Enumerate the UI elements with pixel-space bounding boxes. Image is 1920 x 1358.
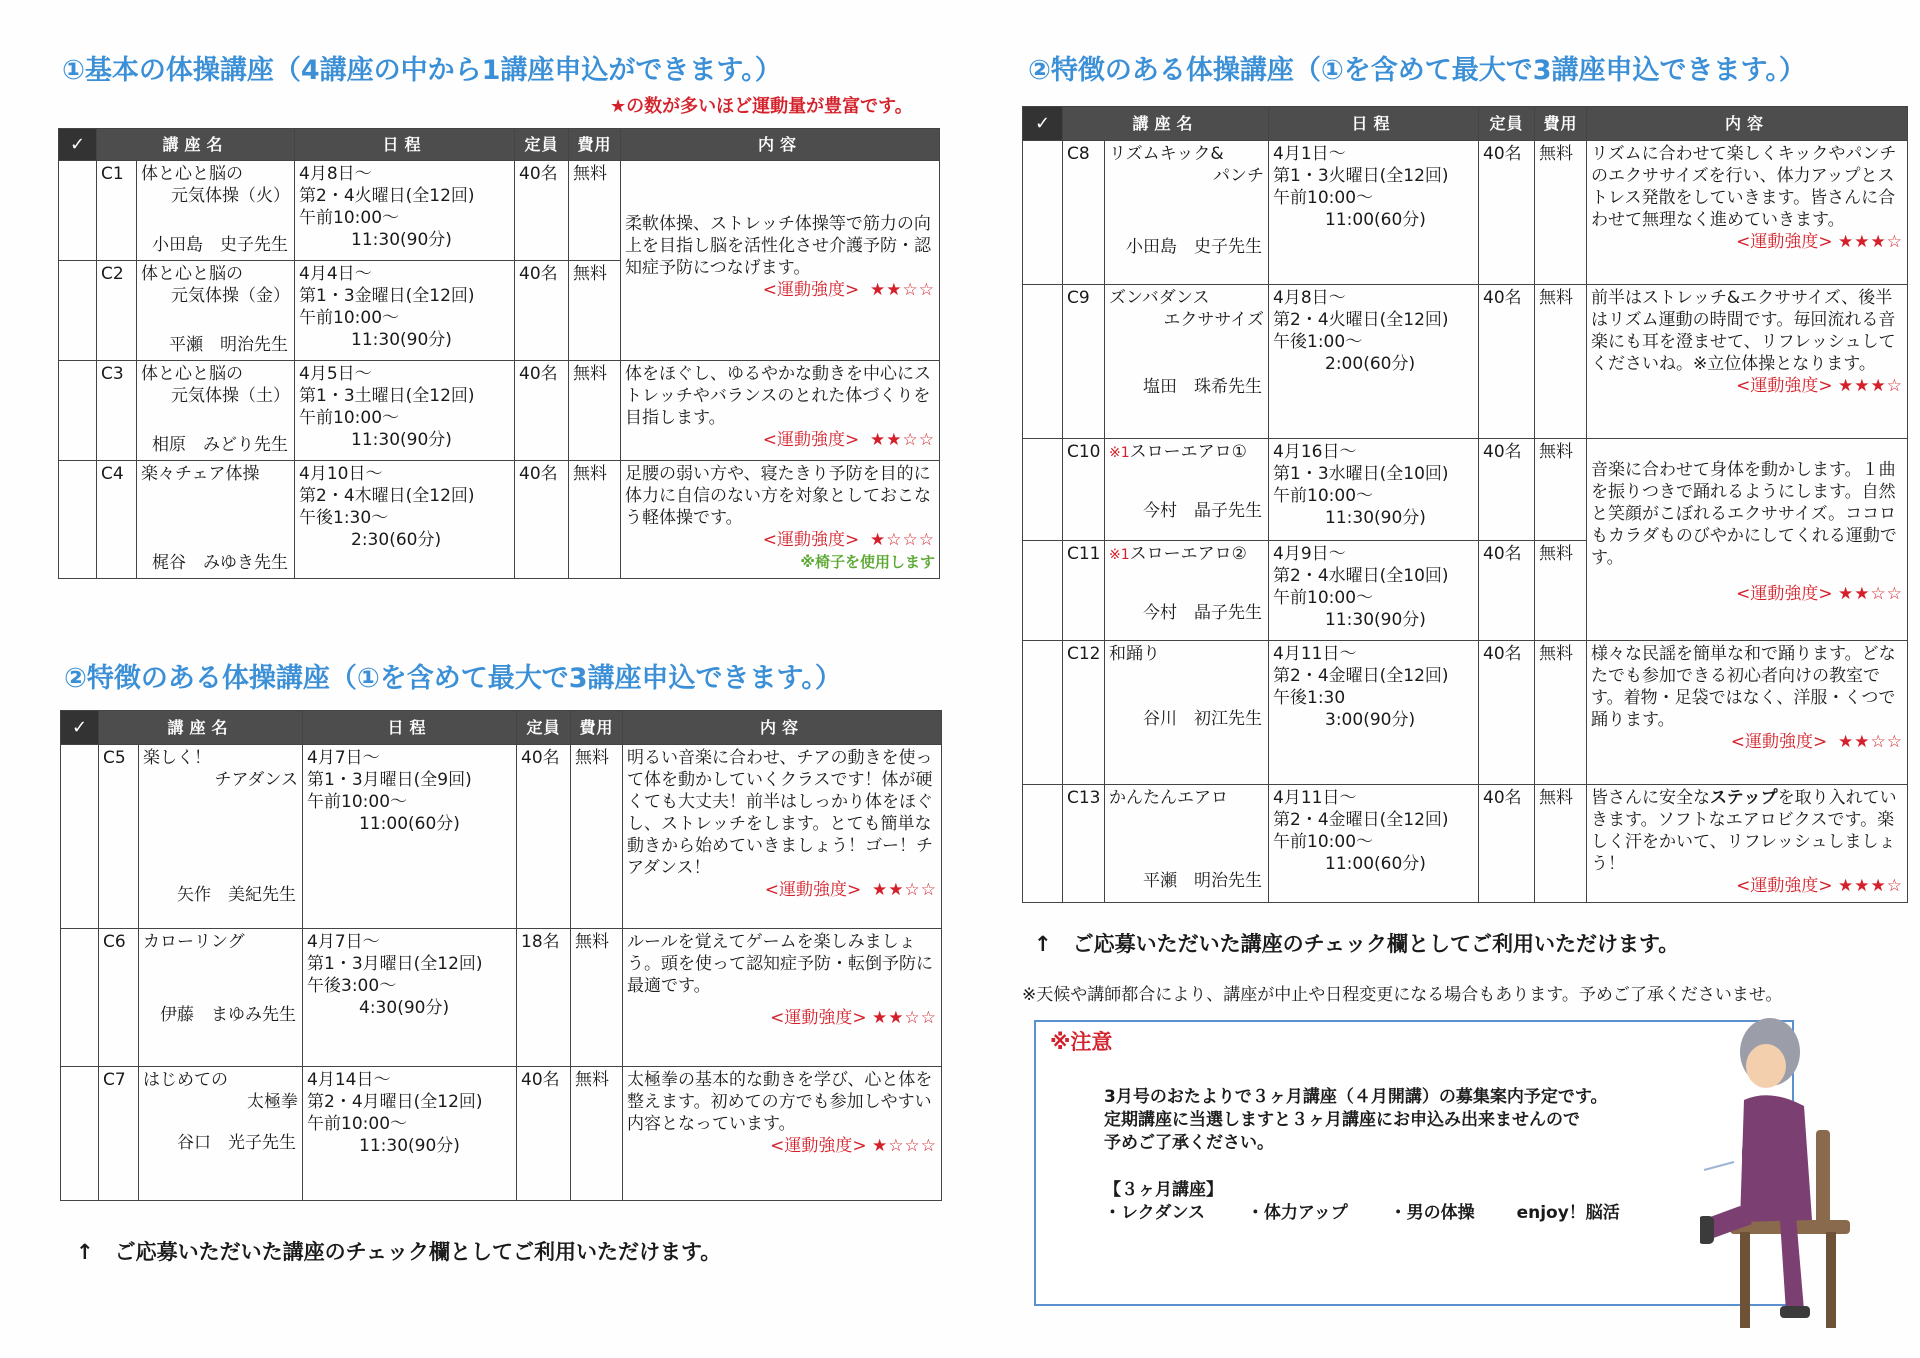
course-code: C10 — [1063, 439, 1105, 541]
content-text: 足腰の弱い方や、寝たきり予防を目的に体力に自信のない方を対象としておこなう軽体操です。 — [625, 464, 932, 528]
capacity: 40名 — [517, 745, 571, 929]
course-content — [621, 161, 940, 361]
course-name-line2: 元気体操（土） — [171, 386, 291, 406]
capacity: 40名 — [1479, 285, 1535, 439]
course-content — [621, 461, 940, 579]
start-date: 4月5日～ — [299, 364, 372, 384]
table-header-row — [61, 711, 942, 745]
table-header-row — [1023, 107, 1908, 141]
exercising-person-illustration — [1700, 1010, 1910, 1340]
content-header: 内容 — [623, 711, 942, 745]
content-text: 皆さんに安全な — [1591, 788, 1711, 808]
course-code: C5 — [99, 745, 139, 929]
teacher-name: 平瀬 明治先生 — [169, 335, 289, 355]
strength-stars: ★★☆☆ — [870, 430, 935, 450]
course-schedule — [1269, 439, 1479, 541]
capacity: 40名 — [517, 1067, 571, 1201]
fee: 無料 — [569, 261, 621, 361]
check-box[interactable] — [59, 361, 97, 461]
teacher-name: 梶谷 みゆき先生 — [152, 553, 289, 573]
table-row — [61, 745, 942, 929]
check-box[interactable] — [1023, 285, 1063, 439]
course-content — [1587, 141, 1908, 285]
strength-label: <運動強度> — [1736, 584, 1833, 604]
weekdays: 第1・3土曜日(全12回) — [299, 386, 475, 406]
check-box[interactable] — [1023, 541, 1063, 641]
start-time: 午前10:00～ — [1273, 588, 1374, 608]
check-note-left: ↑ ご応募いただいた講座のチェック欄としてご利用いただけます。 — [76, 1240, 722, 1264]
fee: 無料 — [569, 361, 621, 461]
fee: 無料 — [571, 1067, 623, 1201]
fee: 無料 — [1535, 641, 1587, 785]
table-row — [1023, 141, 1908, 285]
course-name-line2: 太極拳 — [247, 1092, 299, 1112]
course-name-line1: スローエアロ② — [1129, 544, 1247, 564]
teacher-name: 小田島 史子先生 — [152, 235, 289, 255]
capacity-header: 定員 — [1479, 107, 1535, 141]
strength-rating — [1591, 231, 1903, 253]
check-box[interactable] — [1023, 141, 1063, 285]
content-text: 音楽に合わせて身体を動かします。１曲を振りつきで踊れるようにします。自然と笑顔がこぼれるエクササイズ。ココロもカラダものびやかにしてくれる運動です。 — [1591, 460, 1897, 568]
course-content — [1587, 439, 1908, 641]
check-box[interactable] — [1023, 785, 1063, 903]
strength-label: <運動強度> — [1736, 876, 1833, 896]
course-name-line2: チアダンス — [214, 770, 299, 790]
capacity: 40名 — [1479, 641, 1535, 785]
teacher-name: 今村 晶子先生 — [1143, 603, 1263, 623]
capacity-header: 定員 — [515, 129, 569, 161]
capacity: 40名 — [1479, 439, 1535, 541]
notice-list-title: 【３ヶ月講座】 — [1104, 1180, 1223, 1200]
start-time: 午前10:00～ — [1273, 486, 1374, 506]
end-time: 11:30(90分) — [351, 230, 452, 250]
course-schedule — [303, 745, 517, 929]
strength-rating — [1591, 375, 1903, 397]
table-row — [61, 929, 942, 1067]
course-code: C3 — [97, 361, 137, 461]
course-name — [139, 745, 303, 929]
course-name-line1: かんたんエアロ — [1109, 788, 1228, 808]
weekdays: 第1・3金曜日(全12回) — [299, 286, 475, 306]
course-name-line1: リズムキック& — [1109, 144, 1224, 164]
course-name-line1: 体と心と脳の — [141, 164, 243, 184]
course-name-line1: ズンバダンス — [1109, 288, 1210, 308]
content-text: 体をほぐし、ゆるやかな動きを中心にストレッチやバランスのとれた体づくりを目指します。 — [625, 364, 932, 428]
course-name — [1105, 141, 1269, 285]
course-name — [1105, 541, 1269, 641]
content-text: 柔軟体操、ストレッチ体操等で筋力の向上を目指し脳を活性化させ介護予防・認知症予防につなげます。 — [625, 214, 932, 278]
fee: 無料 — [1535, 141, 1587, 285]
schedule-header: 日程 — [303, 711, 517, 745]
notice-line: 定期講座に当選しますと３ヶ月講座にお申込み出来ませんので — [1104, 1110, 1580, 1130]
content-text: 前半はストレッチ&エクササイズ、後半はリズム運動の時間です。毎回流れる音楽にも耳を澄ませて、リフレッシュしてくださいね。※立位体操となります。 — [1591, 288, 1896, 374]
teacher-name: 谷口 光子先生 — [177, 1133, 297, 1153]
course-schedule — [303, 1067, 517, 1201]
start-time: 午前10:00～ — [307, 792, 408, 812]
check-box[interactable] — [61, 1067, 99, 1201]
capacity: 18名 — [517, 929, 571, 1067]
strength-stars: ★★☆☆ — [870, 280, 935, 300]
table-row — [59, 361, 940, 461]
end-time: 11:30(90分) — [1325, 508, 1426, 528]
end-time: 3:00(90分) — [1325, 710, 1416, 730]
star-note: ★の数が多いほど運動量が豊富です。 — [610, 96, 913, 117]
feature-course-table-left — [60, 710, 942, 1201]
course-name-line1: 体と心と脳の — [141, 364, 243, 384]
fee: 無料 — [1535, 285, 1587, 439]
strength-label: <運動強度> — [1730, 732, 1828, 752]
start-time: 午前10:00～ — [1273, 188, 1374, 208]
course-code: C13 — [1063, 785, 1105, 903]
notice-box — [1034, 1020, 1794, 1306]
strength-label: <運動強度> — [762, 430, 860, 450]
strength-rating — [627, 879, 937, 901]
fee: 無料 — [571, 929, 623, 1067]
end-time: 4:30(90分) — [359, 998, 450, 1018]
course-code: C4 — [97, 461, 137, 579]
content-header: 内容 — [621, 129, 940, 161]
course-name-line1: 和踊り — [1109, 644, 1160, 664]
chair-note: ※椅子を使用します — [800, 553, 935, 571]
strength-label: <運動強度> — [1736, 232, 1833, 252]
capacity: 40名 — [1479, 785, 1535, 903]
course-name — [1105, 785, 1269, 903]
content-text: 様々な民謡を簡単な和で踊ります。どなたでも参加できる初心者向けの教室です。着物・足袋ではなく、洋服・くつで踊ります。 — [1591, 644, 1896, 730]
start-time: 午後1:00～ — [1273, 332, 1363, 352]
start-time: 午前10:00～ — [299, 308, 400, 328]
strength-rating — [625, 529, 935, 551]
notice-line: 3月号のおたよりで３ヶ月講座（４月開講）の募集案内予定です。 — [1104, 1087, 1608, 1107]
table-header-row — [59, 129, 940, 161]
course-name — [137, 461, 295, 579]
end-time: 11:00(60分) — [1325, 854, 1426, 874]
start-date: 4月10日～ — [299, 464, 383, 484]
strength-rating — [627, 1007, 937, 1029]
name-header: 講座名 — [97, 129, 295, 161]
name-header: 講座名 — [99, 711, 303, 745]
end-time: 2:30(60分) — [351, 530, 442, 550]
capacity: 40名 — [1479, 541, 1535, 641]
content-text: を取り入れていきます。ソフトなエアロビクスです。楽しく汗をかいて、リフレッシュしましょう！ — [1591, 788, 1897, 874]
notice-title: ※注意 — [1050, 1030, 1113, 1054]
table-row — [61, 1067, 942, 1201]
course-code: C2 — [97, 261, 137, 361]
check-box[interactable] — [61, 745, 99, 929]
start-date: 4月8日～ — [299, 164, 372, 184]
start-date: 4月8日～ — [1273, 288, 1346, 308]
start-date: 4月9日～ — [1273, 544, 1346, 564]
weekdays: 第1・3月曜日(全12回) — [307, 954, 483, 974]
check-note-right: ↑ ご応募いただいた講座のチェック欄としてご利用いただけます。 — [1034, 932, 1680, 956]
course-name-line1: はじめての — [143, 1070, 228, 1090]
strength-stars: ★★★☆ — [1838, 232, 1903, 252]
start-date: 4月11日～ — [1273, 644, 1357, 664]
table-row — [1023, 439, 1908, 541]
fee: 無料 — [571, 745, 623, 929]
schedule-header: 日程 — [1269, 107, 1479, 141]
teacher-name: 小田島 史子先生 — [1126, 237, 1263, 257]
content-text: ルールを覚えてゲームを楽しみましょう。頭を使って認知症予防・転倒予防に最適です。 — [627, 932, 934, 996]
teacher-name: 相原 みどり先生 — [152, 435, 289, 455]
start-date: 4月4日～ — [299, 264, 372, 284]
teacher-name: 今村 晶子先生 — [1143, 501, 1263, 521]
check-box[interactable] — [61, 929, 99, 1067]
course-code: C6 — [99, 929, 139, 1067]
weekdays: 第1・3水曜日(全10回) — [1273, 464, 1449, 484]
course-code: C8 — [1063, 141, 1105, 285]
capacity: 40名 — [1479, 141, 1535, 285]
course-content — [623, 929, 942, 1067]
strength-stars: ★★☆☆ — [872, 1008, 937, 1028]
footnote-mark: ※1 — [1109, 445, 1130, 461]
course-name-line1: 体と心と脳の — [141, 264, 243, 284]
start-time: 午前10:00～ — [1273, 832, 1374, 852]
capacity-header: 定員 — [517, 711, 571, 745]
check-box[interactable] — [59, 261, 97, 361]
course-name — [137, 161, 295, 261]
strength-rating — [1591, 875, 1903, 897]
strength-stars: ★☆☆☆ — [872, 1136, 937, 1156]
start-time: 午前10:00～ — [299, 208, 400, 228]
weather-note: ※天候や講師都合により、講座が中止や日程変更になる場合もあります。予めご了承くださいませ。 — [1022, 985, 1783, 1005]
capacity: 40名 — [515, 361, 569, 461]
strength-label: <運動強度> — [764, 880, 862, 900]
strength-stars: ★☆☆☆ — [870, 530, 935, 550]
content-text: 明るい音楽に合わせ、チアの動きを使って体を動かしていくクラスです！体が硬くても大丈夫！前半はしっかり体をほぐし、ストレッチをします。とても簡単な動きから始めていきましょう！ゴー！チアダンス！ — [627, 748, 934, 878]
strength-stars: ★★☆☆ — [1838, 584, 1903, 604]
course-name-line2: 元気体操（金） — [171, 286, 291, 306]
table-row — [59, 461, 940, 579]
list-item: ・レクダンス — [1104, 1203, 1205, 1223]
teacher-name: 谷川 初江先生 — [1143, 709, 1263, 729]
strength-rating — [627, 1135, 937, 1157]
fee-header: 費用 — [569, 129, 621, 161]
teacher-name: 矢作 美紀先生 — [177, 885, 297, 905]
check-box[interactable] — [59, 461, 97, 579]
weekdays: 第1・3月曜日(全9回) — [307, 770, 472, 790]
course-name — [139, 929, 303, 1067]
course-name-line1: スローエアロ① — [1129, 442, 1247, 462]
fee-header: 費用 — [1535, 107, 1587, 141]
course-name-line2: エクササイズ — [1163, 310, 1265, 330]
course-schedule — [295, 461, 515, 579]
weekdays: 第2・4金曜日(全12回) — [1273, 666, 1449, 686]
weekdays: 第2・4金曜日(全12回) — [1273, 810, 1449, 830]
course-schedule — [1269, 285, 1479, 439]
course-name-line2: パンチ — [1213, 166, 1265, 186]
notice-line: 予めご了承ください。 — [1104, 1133, 1274, 1153]
fee-header: 費用 — [571, 711, 623, 745]
course-name — [137, 261, 295, 361]
fee: 無料 — [1535, 785, 1587, 903]
course-content — [1587, 785, 1908, 903]
course-schedule — [295, 261, 515, 361]
course-code: C12 — [1063, 641, 1105, 785]
start-date: 4月1日～ — [1273, 144, 1346, 164]
strength-rating — [625, 429, 935, 451]
strength-rating — [1591, 731, 1903, 753]
course-content — [1587, 285, 1908, 439]
start-time: 午後1:30 — [1273, 688, 1346, 708]
strength-label: <運動強度> — [770, 1136, 867, 1156]
notice-list — [1104, 1202, 1656, 1225]
weekdays: 第2・4火曜日(全12回) — [1273, 310, 1449, 330]
end-time: 11:30(90分) — [359, 1136, 460, 1156]
course-schedule — [1269, 541, 1479, 641]
strength-stars: ★★★☆ — [1838, 876, 1903, 896]
start-date: 4月7日～ — [307, 932, 380, 952]
course-name — [1105, 285, 1269, 439]
course-content — [623, 745, 942, 929]
start-time: 午前10:00～ — [307, 1114, 408, 1134]
course-content — [1587, 641, 1908, 785]
table-row — [1023, 285, 1908, 439]
end-time: 11:30(90分) — [1325, 610, 1426, 630]
content-text-bold: ステップ — [1710, 788, 1778, 808]
weekdays: 第2・4火曜日(全12回) — [299, 186, 475, 206]
start-time: 午前10:00～ — [299, 408, 400, 428]
fee: 無料 — [1535, 439, 1587, 541]
course-name — [139, 1067, 303, 1201]
person-icon — [1700, 1018, 1812, 1318]
start-date: 4月16日～ — [1273, 442, 1357, 462]
course-schedule — [1269, 141, 1479, 285]
basic-section-heading: ①基本の体操講座（4講座の中から1講座申込ができます。） — [62, 55, 782, 86]
course-name — [1105, 641, 1269, 785]
teacher-name: 塩田 珠希先生 — [1143, 377, 1263, 397]
strength-label: <運動強度> — [762, 530, 860, 550]
weekdays: 第1・3火曜日(全12回) — [1273, 166, 1449, 186]
course-name-line2: 元気体操（火） — [171, 186, 291, 206]
check-header: ✓ — [59, 129, 97, 161]
capacity: 40名 — [515, 161, 569, 261]
end-time: 11:00(60分) — [1325, 210, 1426, 230]
strength-rating — [625, 279, 935, 301]
course-code: C11 — [1063, 541, 1105, 641]
fee: 無料 — [1535, 541, 1587, 641]
course-name — [137, 361, 295, 461]
notice-body — [1104, 1086, 1656, 1225]
capacity: 40名 — [515, 261, 569, 361]
course-content — [623, 1067, 942, 1201]
start-time: 午後3:00～ — [307, 976, 397, 996]
strength-stars: ★★☆☆ — [1838, 732, 1903, 752]
strength-stars: ★★☆☆ — [872, 880, 937, 900]
course-code: C1 — [97, 161, 137, 261]
weekdays: 第2・4水曜日(全10回) — [1273, 566, 1449, 586]
course-content — [621, 361, 940, 461]
list-item: enjoy！脳活 — [1516, 1203, 1620, 1223]
capacity: 40名 — [515, 461, 569, 579]
course-schedule — [295, 161, 515, 261]
course-name-line1: 楽しく！ — [143, 748, 211, 768]
course-name-line1: カローリング — [143, 932, 245, 952]
fee: 無料 — [569, 161, 621, 261]
list-item: ・男の体操 — [1389, 1203, 1475, 1223]
teacher-name: 平瀬 明治先生 — [1143, 871, 1263, 891]
weekdays: 第2・4月曜日(全12回) — [307, 1092, 483, 1112]
name-header: 講座名 — [1063, 107, 1269, 141]
footnote-mark: ※1 — [1109, 547, 1130, 563]
strength-label: <運動強度> — [762, 280, 860, 300]
check-box[interactable] — [1023, 439, 1063, 541]
teacher-name: 伊藤 まゆみ先生 — [160, 1005, 297, 1025]
strength-rating — [1591, 583, 1903, 605]
end-time: 11:00(60分) — [359, 814, 460, 834]
start-time: 午後1:30～ — [299, 508, 389, 528]
course-schedule — [1269, 641, 1479, 785]
weekdays: 第2・4木曜日(全12回) — [299, 486, 475, 506]
feature-section-heading-right: ②特徴のある体操講座（①を含めて最大で3講座申込できます。） — [1028, 55, 1806, 86]
strength-label: <運動強度> — [770, 1008, 867, 1028]
strength-stars: ★★★☆ — [1838, 376, 1903, 396]
content-header: 内容 — [1587, 107, 1908, 141]
content-text: リズムに合わせて楽しくキックやパンチのエクササイズを行い、体力アップとストレス発散をしていきます。皆さんに合わせて無理なく進めていきます。 — [1591, 144, 1897, 230]
table-row — [59, 161, 940, 261]
start-date: 4月14日～ — [307, 1070, 391, 1090]
check-header: ✓ — [61, 711, 99, 745]
course-name-line1: 楽々チェア体操 — [141, 464, 260, 484]
basic-course-table — [58, 128, 940, 579]
course-name — [1105, 439, 1269, 541]
content-text: 太極拳の基本的な動きを学び、心と体を整えます。初めての方でも参加しやすい内容となっています。 — [627, 1070, 933, 1134]
end-time: 11:30(90分) — [351, 330, 452, 350]
check-box[interactable] — [1023, 641, 1063, 785]
start-date: 4月7日～ — [307, 748, 380, 768]
check-box[interactable] — [59, 161, 97, 261]
motion-line-icon — [1704, 1162, 1734, 1170]
fee: 無料 — [569, 461, 621, 579]
feature-course-table-right — [1022, 106, 1908, 903]
course-code: C7 — [99, 1067, 139, 1201]
end-time: 2:00(60分) — [1325, 354, 1416, 374]
table-row — [1023, 785, 1908, 903]
table-row — [1023, 641, 1908, 785]
course-schedule — [303, 929, 517, 1067]
end-time: 11:30(90分) — [351, 430, 452, 450]
list-item: ・体力アップ — [1246, 1203, 1348, 1223]
schedule-header: 日程 — [295, 129, 515, 161]
feature-section-heading-left: ②特徴のある体操講座（①を含めて最大で3講座申込できます。） — [64, 663, 842, 694]
start-date: 4月11日～ — [1273, 788, 1357, 808]
course-schedule — [295, 361, 515, 461]
course-code: C9 — [1063, 285, 1105, 439]
check-header: ✓ — [1023, 107, 1063, 141]
course-schedule — [1269, 785, 1479, 903]
strength-label: <運動強度> — [1736, 376, 1833, 396]
